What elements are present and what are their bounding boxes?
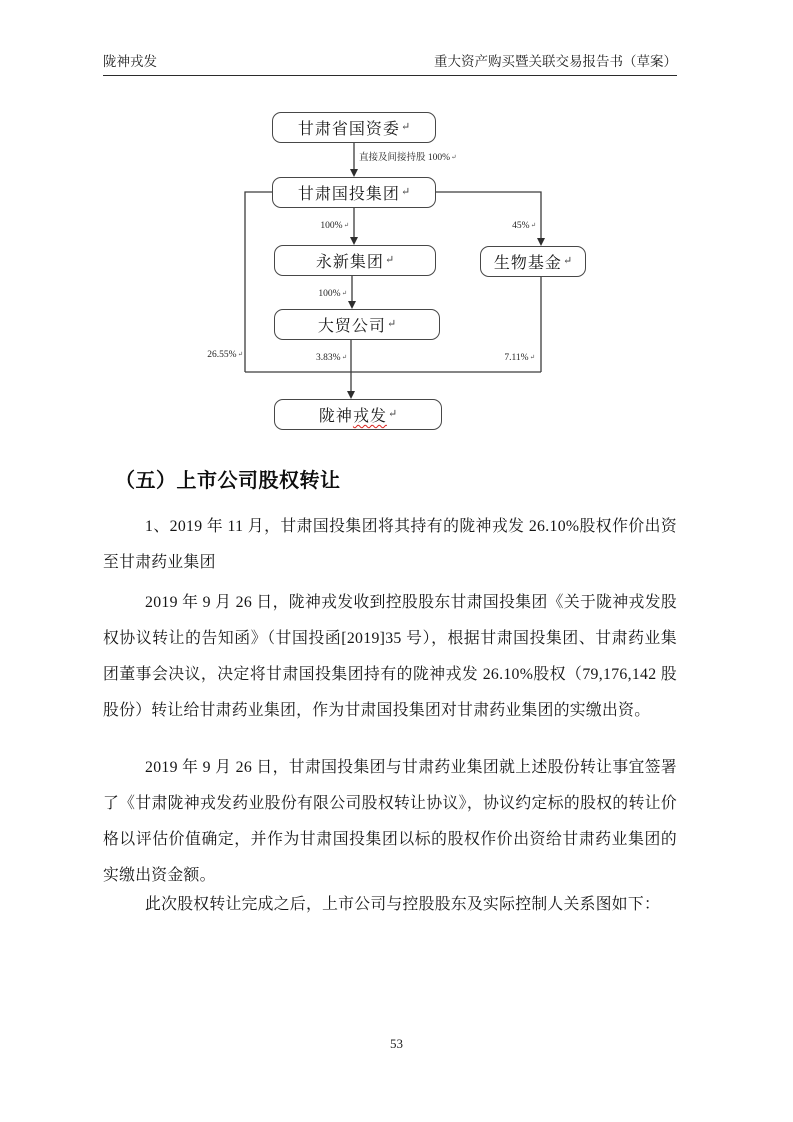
edge-guotou-longshen: [245, 192, 272, 372]
paragraph-body-2: 2019 年 9 月 26 日，陇神戎发收到控股股东甘肃国投集团《关于陇神戎发股权协议转让的告知函》（甘国投函[2019]35 号），根据甘肃国投集团、甘肃药业集团董事会决议，决定将甘肃国投集团持有的陇神戎发 26.10%股权（79,176,142 股股份）转让给甘肃药业集团，作为甘肃国投集团对甘肃药业集团的实缴出资。: [103, 594, 677, 719]
header-left-title: 陇神戎发: [103, 54, 157, 69]
edge-label-text: 100%: [320, 221, 343, 231]
return-mark-icon: ↵: [341, 290, 347, 297]
return-mark-icon: ↵: [387, 408, 398, 420]
node-gansu-guotou: [272, 177, 436, 208]
return-mark-icon: ↵: [529, 354, 535, 361]
node-bio-fund-label: 生物基金: [493, 255, 562, 272]
paragraph-body-3: 2019 年 9 月 26 日，甘肃国投集团与甘肃药业集团就上述股份转让事宜签署了《甘肃陇神戎发药业股份有限公司股权转让协议》，协议约定标的股权的转让价格以评估价值确定，并作为甘肃国投集团以标的股权作价出资给甘肃药业集团的实缴出资金额。: [103, 759, 677, 884]
edge-label-guotou-longshen-2655: [207, 350, 243, 361]
node-longshen-rongfa: [274, 399, 442, 430]
edge-label-guotou-biofund-45: [512, 221, 536, 232]
node-longshen-label-spellcheck: 戎发: [352, 408, 387, 425]
section-heading: （五）上市公司股权转让: [115, 470, 341, 492]
return-mark-icon: ↵: [237, 351, 243, 358]
node-gansu-sasac-label: 甘肃省国资委: [297, 121, 400, 138]
node-bio-fund: [480, 246, 586, 277]
return-mark-icon: ↵: [530, 222, 536, 229]
paragraph-body-4: 此次股权转让完成之后，上市公司与控股股东及实际控制人关系图如下：: [145, 896, 661, 913]
paragraph-subheading-1: 1、2019 年 11 月，甘肃国投集团将其持有的陇神戎发 26.10%股权作价出资至甘肃药业集团: [103, 518, 677, 571]
edge-label-damao-longshen-383: [316, 353, 347, 364]
node-damao-company: [274, 309, 440, 340]
return-mark-icon: ↵: [562, 255, 573, 267]
edge-label-yongxin-damao-100: [318, 289, 347, 300]
return-mark-icon: ↵: [400, 186, 411, 198]
page-header: [103, 50, 677, 76]
return-mark-icon: ↵: [386, 318, 397, 330]
return-mark-icon: ↵: [343, 222, 349, 229]
return-mark-icon: ↵: [400, 121, 411, 133]
return-mark-icon: ↵: [341, 354, 347, 361]
header-right-title: 重大资产购买暨关联交易报告书（草案）: [434, 54, 677, 69]
page-number: 53: [390, 1036, 403, 1051]
edge-label-text: 100%: [318, 289, 341, 299]
edge-label-guotou-yongxin-100: [320, 221, 349, 232]
node-yongxin-group: [274, 245, 436, 276]
node-gansu-sasac: [272, 112, 436, 143]
return-mark-icon: ↵: [384, 254, 395, 266]
edge-label-biofund-longshen-711: [504, 353, 535, 364]
node-yongxin-label: 永新集团: [315, 254, 384, 271]
ownership-structure-diagram: [0, 100, 793, 445]
node-damao-label: 大贸公司: [317, 318, 386, 335]
node-longshen-label: 陇神: [318, 408, 353, 425]
edge-label-text: 26.55%: [207, 350, 237, 360]
return-mark-icon: ↵: [451, 154, 457, 161]
edge-label-text: 3.83%: [316, 353, 341, 363]
edge-label-text: 7.11%: [504, 353, 529, 363]
edge-label-text: 45%: [512, 221, 530, 231]
node-gansu-guotou-label: 甘肃国投集团: [297, 186, 400, 203]
edge-label-direct-indirect-100: [359, 153, 456, 164]
edge-label-text: 直接及间接持股 100%: [359, 153, 451, 163]
